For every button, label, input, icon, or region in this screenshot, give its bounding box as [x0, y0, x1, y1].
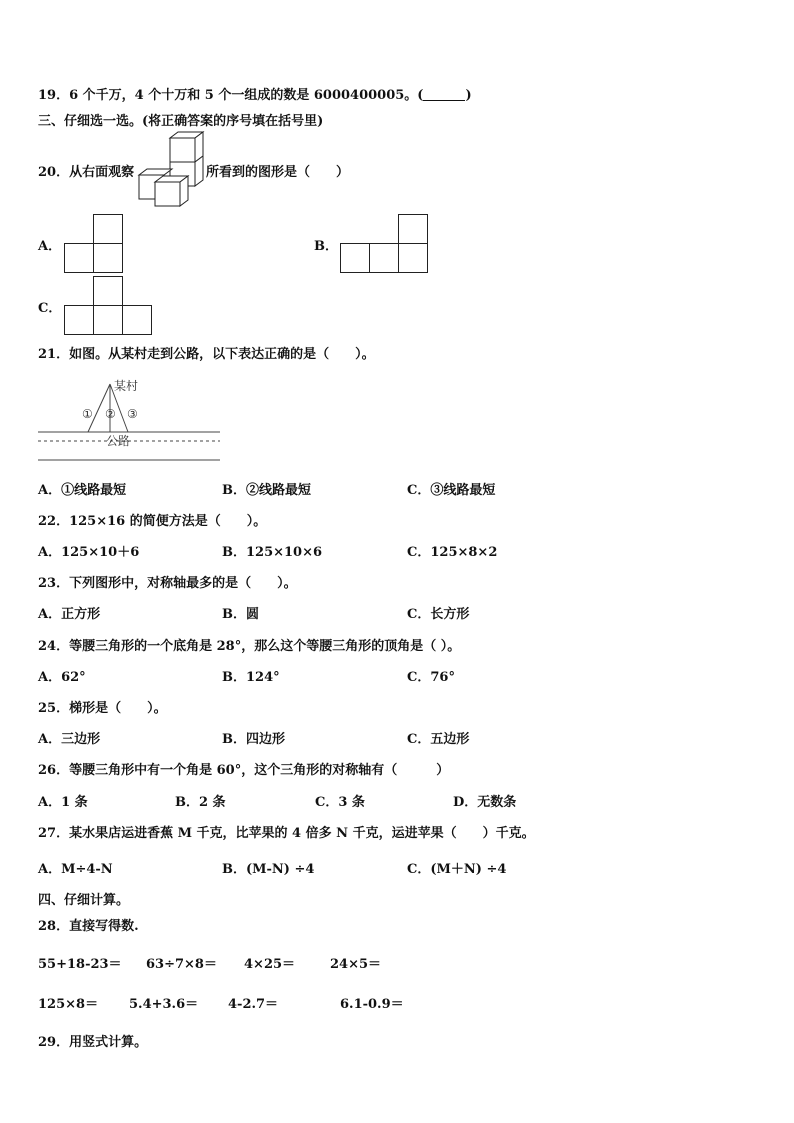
q27-option-b[interactable]: B．(M-N) ÷4 [222, 862, 315, 877]
q25-option-a[interactable]: A．三边形 [38, 732, 101, 747]
q23-option-c[interactable]: C．长方形 [407, 607, 470, 622]
question-29-text: 29．用竖式计算。 [38, 1035, 148, 1050]
q22-option-c[interactable]: C．125×8×2 [407, 545, 498, 560]
question-27-text: 27．某水果店运进香蕉 M 千克，比苹果的 4 倍多 N 千克，运进苹果（ ）千克。 [38, 826, 535, 841]
q27-option-c[interactable]: C．(M＋N) ÷4 [407, 862, 507, 877]
q27-option-a[interactable]: A．M÷4-N [38, 862, 113, 877]
q24-option-b[interactable]: B．124° [222, 670, 280, 685]
q26-option-a[interactable]: A．1 条 [38, 795, 88, 810]
option-b-figure [340, 214, 430, 274]
answer-blank[interactable] [423, 88, 465, 101]
calc-item: 55+18-23＝ [38, 957, 122, 972]
option-a-label[interactable]: A． [38, 239, 62, 254]
question-19-text: 19．6 个千万，4 个十万和 5 个一组成的数是 6000400005。( [38, 88, 424, 103]
q21-option-a[interactable]: A．①线路最短 [38, 483, 127, 498]
question-23-text: 23．下列图形中，对称轴最多的是（ ）。 [38, 576, 297, 591]
q22-option-a[interactable]: A．125×10＋6 [38, 545, 140, 560]
question-21-text: 21．如图。从某村走到公路，以下表达正确的是（ ）。 [38, 347, 375, 362]
question-20-after: 所看到的图形是（ ） [206, 165, 350, 180]
calc-item: 5.4+3.6＝ [129, 997, 199, 1012]
option-c-figure [64, 276, 154, 336]
option-b-label[interactable]: B． [314, 239, 338, 254]
road-route-diagram [38, 374, 223, 466]
question-28-text: 28．直接写得数. [38, 919, 139, 934]
q23-option-b[interactable]: B．圆 [222, 607, 259, 622]
section-3-heading: 三、仔细选一选。(将正确答案的序号填在括号里) [38, 114, 324, 129]
calc-item: 63÷7×8＝ [146, 957, 217, 972]
calc-item: 6.1-0.9＝ [340, 997, 404, 1012]
route-3-marker: ③ [127, 407, 138, 421]
q22-option-b[interactable]: B．125×10×6 [222, 545, 323, 560]
q24-option-c[interactable]: C．76° [407, 670, 455, 685]
calc-item: 24×5＝ [330, 957, 382, 972]
calc-item: 4-2.7＝ [228, 997, 279, 1012]
q21-option-c[interactable]: C．③线路最短 [407, 483, 496, 498]
q23-option-a[interactable]: A．正方形 [38, 607, 101, 622]
route-2-marker: ② [105, 407, 116, 421]
question-19 [38, 84, 472, 103]
calc-item: 4×25＝ [244, 957, 296, 972]
road-label: 公路 [106, 434, 131, 448]
option-c-label[interactable]: C． [38, 301, 62, 316]
option-a-figure [64, 214, 124, 274]
section-4-heading: 四、仔细计算。 [38, 893, 130, 908]
question-20-before: 20．从右面观察 [38, 165, 135, 180]
question-24-text: 24．等腰三角形的一个底角是 28°，那么这个等腰三角形的顶角是（ ）。 [38, 639, 461, 654]
q26-option-d[interactable]: D．无数条 [453, 795, 517, 810]
route-1-marker: ① [82, 407, 93, 421]
question-19-close: ) [465, 88, 472, 103]
q26-option-b[interactable]: B．2 条 [175, 795, 226, 810]
question-22-text: 22．125×16 的简便方法是（ ）。 [38, 514, 267, 529]
q24-option-a[interactable]: A．62° [38, 670, 86, 685]
village-label: 某村 [114, 379, 139, 393]
question-25-text: 25．梯形是（ ）。 [38, 701, 167, 716]
q21-option-b[interactable]: B．②线路最短 [222, 483, 311, 498]
q25-option-c[interactable]: C．五边形 [407, 732, 470, 747]
q26-option-c[interactable]: C．3 条 [315, 795, 365, 810]
q25-option-b[interactable]: B．四边形 [222, 732, 285, 747]
question-26-text: 26．等腰三角形中有一个角是 60°，这个三角形的对称轴有（ ） [38, 763, 450, 778]
calc-item: 125×8＝ [38, 997, 99, 1012]
cube-stack-figure [135, 130, 215, 210]
